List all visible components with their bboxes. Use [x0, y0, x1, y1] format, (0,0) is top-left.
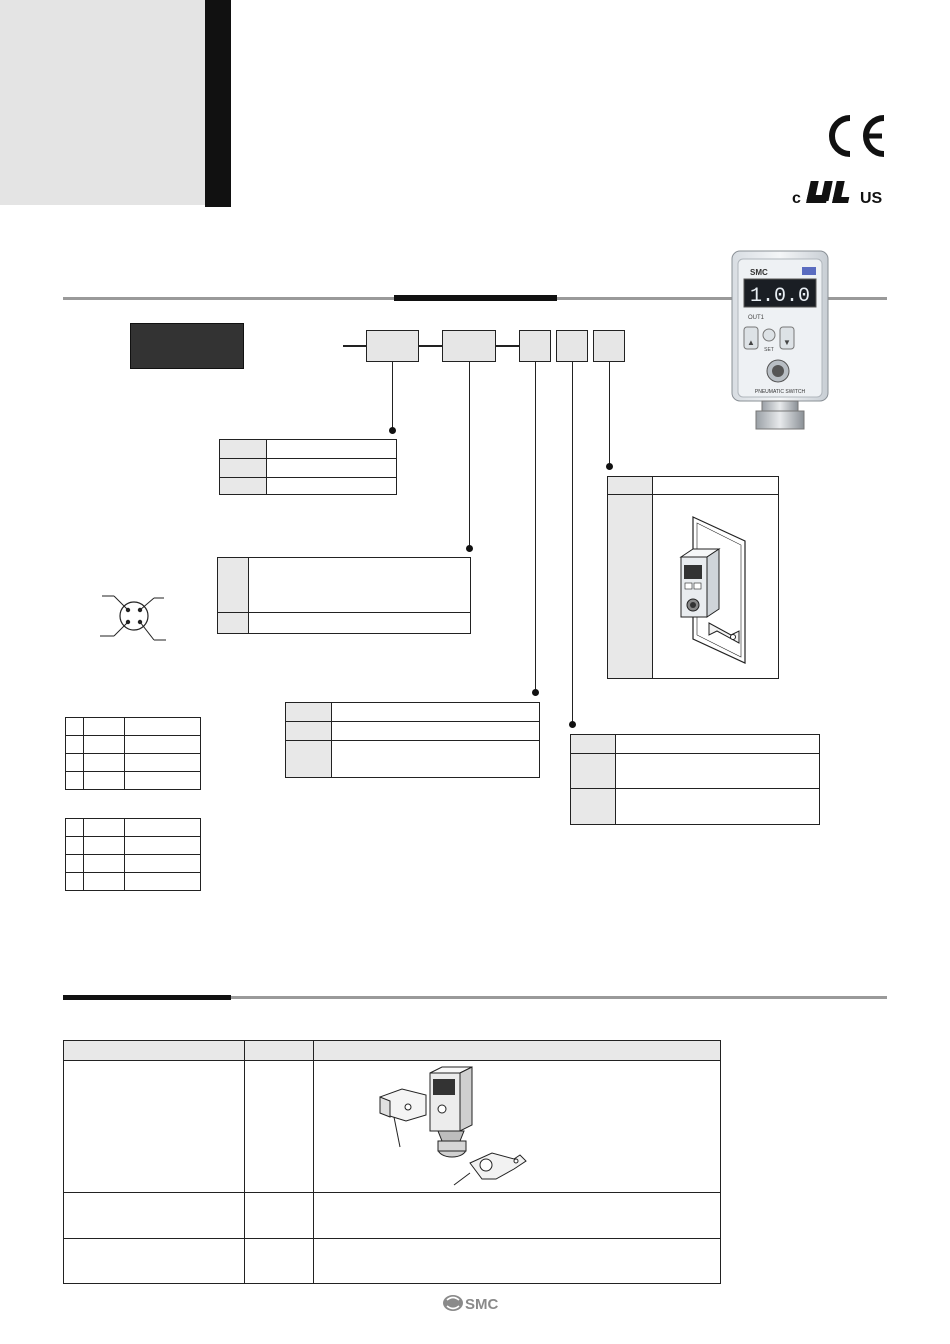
model-label-box	[130, 323, 244, 369]
code-line	[419, 345, 442, 347]
svg-text:c: c	[792, 190, 801, 207]
code-box-2	[442, 330, 496, 362]
leader-dot	[389, 427, 396, 434]
pin-table-1	[65, 717, 201, 790]
product-caption: PNEUMATIC SWITCH	[754, 389, 806, 395]
leader-line	[535, 362, 536, 692]
pin-table-2	[65, 818, 201, 891]
product-image	[718, 243, 838, 433]
option-table-1	[219, 439, 397, 495]
leader-dot	[569, 721, 576, 728]
leader-dot	[606, 463, 613, 470]
bracket-accessory-illustration	[314, 1061, 720, 1193]
option-table-3	[285, 702, 540, 778]
culus-mark-icon	[790, 175, 890, 211]
leader-line	[392, 362, 393, 430]
leader-dot	[466, 545, 473, 552]
smc-logo	[442, 1291, 510, 1315]
code-line	[343, 345, 367, 347]
ce-mark-icon	[820, 110, 890, 162]
connector-pin-diagram	[96, 590, 168, 646]
code-line	[496, 345, 519, 347]
code-box-5	[593, 330, 625, 362]
header-grey-block	[0, 0, 205, 205]
product-display-text: 1.0.0	[749, 285, 811, 308]
leader-line	[572, 362, 573, 724]
product-brand-text: SMC	[750, 268, 768, 277]
option-table-bracket	[607, 476, 779, 679]
smc-logo-text: SMC	[465, 1296, 499, 1313]
code-box-3	[519, 330, 551, 362]
section-rule-accent	[63, 995, 231, 1000]
bracket-mounting-illustration	[653, 495, 779, 679]
svg-text:SET: SET	[764, 347, 774, 353]
accessory-table	[63, 1040, 721, 1284]
product-out-label: OUT1	[748, 315, 765, 321]
svg-text:▲: ▲	[747, 338, 755, 347]
header-black-bar	[205, 0, 231, 207]
code-box-4	[556, 330, 588, 362]
option-table-4	[570, 734, 820, 825]
leader-line	[469, 362, 470, 548]
svg-text:US: US	[860, 190, 883, 207]
leader-line	[609, 362, 610, 466]
leader-dot	[532, 689, 539, 696]
svg-text:▼: ▼	[783, 338, 791, 347]
code-box-1	[366, 330, 419, 362]
option-table-2	[217, 557, 471, 634]
section-rule-accent	[394, 295, 557, 301]
